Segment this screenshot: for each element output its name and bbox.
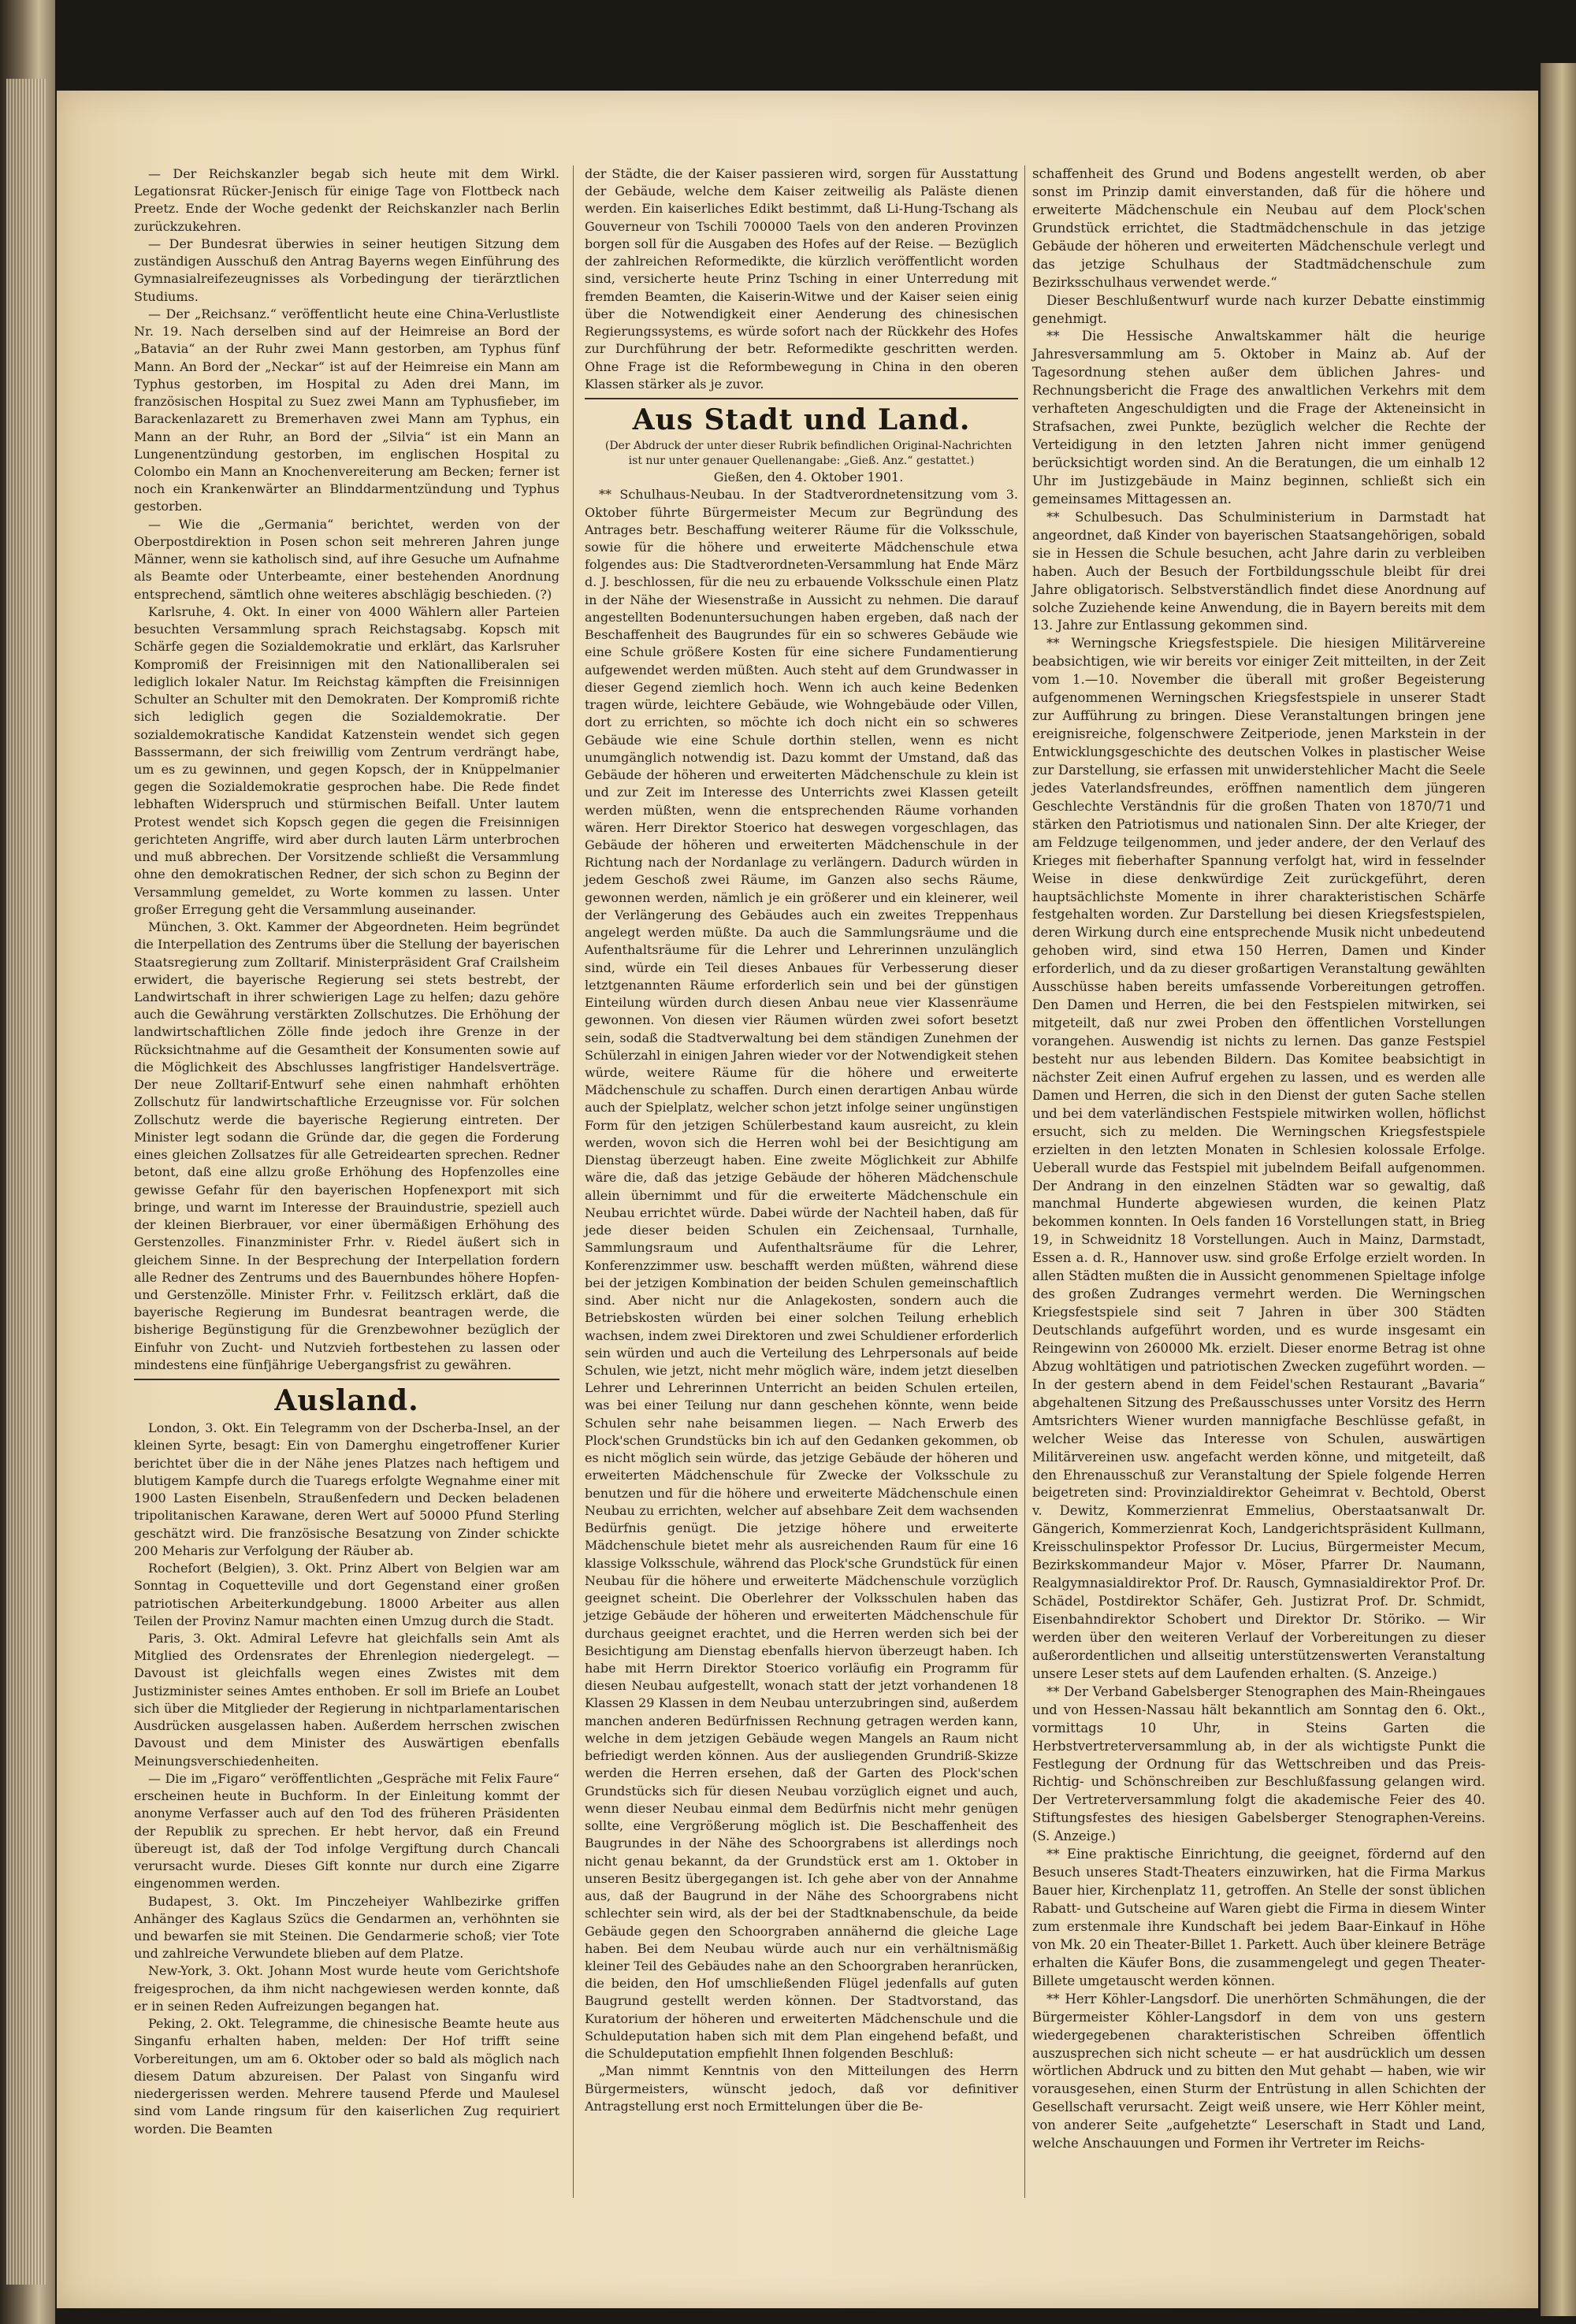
column-right — [1032, 165, 1485, 2153]
dateline: Gießen, den 4. Oktober 1901. — [713, 470, 904, 485]
section-divider — [585, 398, 1018, 399]
news-paragraph: — Die im „Figaro“ veröffentlichten „Gespräche mit Felix Faure“ erscheinen heute in Buchform. In der Einleitung kommt der anonyme Verfasser auch auf den Tod des früheren Präsidenten der Republik zu sprechen. Er hebt hervor, daß ein Freund übereugt ist, daß der Tod infolge Vergiftung durch Chancali verursacht wurde. Dieses Gift konnte nur durch eine Zigarre eingenommen werden. — [134, 1770, 559, 1891]
news-paragraph: Budapest, 3. Okt. Im Pinczeheiyer Wahlbezirke griffen Anhänger des Kaglaus Szücs die Gendarmen an, verhöhnten sie und bewarfen sie mit Steinen. Die Gendarmerie schoß; vier Tote und zahlreiche Verwundete blieben auf dem Platze. — [134, 1893, 559, 1962]
news-paragraph: — Der Bundesrat überwies in seiner heutigen Sitzung dem zuständigen Ausschuß den Antrag Bayerns wegen Einführung des Gymnasialreifezeugnisses als Vorbedingung der tierärztlichen Studiums. — [134, 236, 559, 304]
news-paragraph: ** Schulbesuch. Das Schulministerium in Darmstadt hat angeordnet, daß Kinder von bayerischen Staatsangehörigen, sobald sie in Hessen die Schule besuchen, acht Jahre darin zu verbleiben haben. Auch der Besuch der Fortbildungsschule bleibt für drei Jahre obligatorisch. Selbstverständlich findet diese Anordnung auf solche Zuziehende keine Anwendung, die in Bayern bereits mit dem 13. Jahre zur Entlassung gekommen sind. — [1032, 509, 1485, 633]
news-paragraph: — Der „Reichsanz.“ veröffentlicht heute eine China-Verlustliste Nr. 19. Nach derselben sind auf der Heimreise an Bord der „Batavia“ an der Ruhr zwei Mann gestorben, am Typhus fünf Mann. An Bord der „Neckar“ ist auf der Heimreise ein Mann am Typhus gestorben, im Hospital zu Aden drei Mann, im französischen Hospital zu Suez zwei Mann am Typhusfieber, im Barackenlazarett zu Bremerhaven zwei Mann am Typhus, ein Mann an der Ruhr, an Bord der „Silvia“ ist ein Mann an Lungenentzündung gestorben, im englischen Hospital zu Colombo ein Mann an Knochenvereiterung am Becken; ferner ist noch ein Krankenwärter an Blinddarmentzündung und Typhus gestorben. — [134, 306, 559, 514]
news-paragraph: ** Werningsche Kriegsfestspiele. Die hiesigen Militärvereine beabsichtigen, wie wir bereits vor einiger Zeit mitteilten, in der Zeit vom 1.—10. November die überall mit großer Begeisterung aufgenommenen Werningschen Kriegsfestspiele in unserer Stadt zur Aufführung zu bringen. Diese Veranstaltungen bringen jene ereignisreiche, folgenschwere Zeitperiode, jenen Markstein in der Entwicklungsgeschichte des deutschen Volkes in plastischer Weise zur Darstellung, sie erfassen mit unwiderstehlicher Macht die Seele jedes Vaterlandsfreundes, eröffnen namentlich dem jüngeren Geschlechte Verständnis für die großen Thaten von 1870/71 und stärken den Patriotismus und nationalen Sinn. Der alte Krieger, der am Feldzuge teilgenommen, und jeder andere, der den Verlauf des Krieges mit fieberhafter Spannung verfolgt hat, wird in fesselnder Weise in diese denkwürdige Zeit zurückgeführt, deren hauptsächlichste Momente in ihrer charakteristischen Schärfe festgehalten worden. Zur Darstellung bei diesen Kriegsfestspielen, deren Wirkung durch eine entsprechende Musik nicht unbedeutend gehoben wird, sind etwa 150 Herren, Damen und Kinder erforderlich, und da zu dieser großartigen Veranstaltung gewählten Ausschüsse haben bereits umfassende Vorbereitungen getroffen. Den Damen und Herren, die bei den Festspielen mitwirken, sei mitgeteilt, daß nur zwei Proben den öffentlichen Vorstellungen vorangehen. Auswendig ist nichts zu lernen. Das ganze Festspiel besteht nur aus lebenden Bildern. Das Komitee beabsichtigt in nächster Zeit einen Aufruf ergehen zu lassen, und es werden alle Damen und Herren, die sich in den Dienst der guten Sache stellen und bei dem vaterländischen Festspiele mitwirken wollen, höflichst ersucht, sich zu melden. Die Werningschen Kriegsfestspiele erzielten in den letzten Monaten in Schlesien kolossale Erfolge. Ueberall wurde das Festspiel mit jubelndem Beifall aufgenommen. Der Andrang in den einzelnen Städten war so gewaltig, daß manchmal Hunderte abgewiesen wurden, die keinen Platz bekommen konnten. In Oels fanden 16 Vorstellungen statt, in Brieg 19, in Schweidnitz 18 Vorstellungen. Auch in Mainz, Darmstadt, Essen a. d. R., Hannover usw. sind große Erfolge erzielt worden. In allen Städten mußten die in Aussicht genommenen Spieltage infolge des großen Zudranges vermehrt werden. Die Werningschen Kriegsfestspiele sind seit 7 Jahren in über 300 Städten Deutschlands aufgeführt worden, und es wurde insgesamt ein Reingewinn von 260000 Mk. erzielt. Dieser enorme Betrag ist ohne Abzug wohltätigen und patriotischen Zwecken zugeführt worden. — In der gestern abend in dem Feidel'schen Restaurant „Bavaria“ abgehaltenen Sitzung des Preßausschusses unter Vorsitz des Herrn Amtsrichters Wiener wurden mannigfache Beschlüsse gefaßt, in welcher Weise das Interesse von Schulen, auswärtigen Militärvereinen usw. angefacht werden könne, und mitgeteilt, daß den Ehrenausschuß zur Veranstaltung der Spiele folgende Herren beigetreten sind: Provinzialdirektor Geheimrat v. Bechtold, Oberst v. Dewitz, Kommerzienrat Emmelius, Oberstaatsanwalt Dr. Gängerich, Kommerzienrat Koch, Landgerichtspräsident Kullmann, Kreisschulinspektor Professor Dr. Lucius, Bürgermeister Mecum, Bezirkskommandeur Major v. Möser, Pfarrer Dr. Naumann, Realgymnasialdirektor Prof. Dr. Rausch, Gymnasialdirektor Prof. Dr. Schädel, Postdirektor Schäfer, Geh. Justizrat Prof. Dr. Schmidt, Eisenbahndirektor Schobert und Direktor Dr. Störiko. — Wir werden über den weiteren Verlauf der Vorbereitungen zu dieser außerordentlichen und allseitig unterstützenswerten Veranstaltung unsere Leser stets auf dem Laufenden erhalten. (S. Anzeige.) — [1032, 636, 1485, 1681]
section-heading-ausland: Ausland. — [274, 1384, 419, 1418]
next-page-edge — [1541, 63, 1576, 2316]
news-paragraph: ** Eine praktische Einrichtung, die geeignet, fördernd auf den Besuch unseres Stadt-Theaters einzuwirken, hat die Firma Markus Bauer hier, Kirchenplatz 11, getroffen. An Stelle der sonst üblichen Rabatt- und Gutscheine auf Waren giebt die Firma in diesem Winter zum erstenmale ihre Kundschaft bei jedem Baar-Einkauf in Höhe von Mk. 20 ein Theater-Billet 1. Parkett. Auch über kleinere Beträge erhalten die Käufer Bons, die zusammengelegt und gegen Theater-Billete umgetauscht werden können. — [1032, 1847, 1485, 1988]
news-paragraph: Rochefort (Belgien), 3. Okt. Prinz Albert von Belgien war am Sonntag in Coquetteville und dort Gegenstand einer großen patriotischen Arbeiterkundgebung. 18000 Arbeiter aus allen Teilen der Provinz Namur machten einen Umzug durch die Stadt. — [134, 1561, 559, 1628]
reprint-notice: (Der Abdruck der unter dieser Rubrik befindlichen Original-Nachrichten ist nur unter genauer Quellenangabe: „Gieß. Anz.“ gestattet.) — [604, 440, 1013, 468]
news-paragraph: — Der Reichskanzler begab sich heute mit dem Wirkl. Legationsrat Rücker-Jenisch für einige Tage von Flottbeck nach Preetz. Ende der Woche gedenkt der Reichskanzler nach Berlin zurückzukehren. — [134, 166, 559, 234]
section-heading-stadt-und-land: Aus Stadt und Land. — [632, 403, 971, 437]
column-divider — [1024, 165, 1025, 2198]
column-middle — [585, 165, 1018, 2115]
news-paragraph: ** Herr Köhler-Langsdorf. Die unerhörten Schmähungen, die der Bürgermeister Köhler-Langsdorf in dem von uns gestern wiedergegebenen charakteristischen Schreiben öffentlich auszusprechen sich nicht scheute — er hat ausdrücklich um dessen wörtlichen Abdruck und zu bitten den Mut gehabt — haben, wie wir vorausgesehen, einen Sturm der Entrüstung in allen Schichten der Gesellschaft verursacht. Zeigt weiß unsere, wie Herr Köhler meint, von anderer Seite „aufgehetzte“ Leserschaft in Stadt und Land, welche Anschauungen und Formen ihr Vertreter im Reichs- — [1032, 1991, 1485, 2151]
section-divider — [134, 1379, 559, 1380]
news-paragraph: schaffenheit des Grund und Bodens angestellt werden, ob aber sonst im Prinzip damit einverstanden, daß für die höhere und erweiterte Mädchenschule ein Neubau auf dem Plock'schen Grundstück errichtet, die Stadtmädchenschule in das jetzige Gebäude der höheren und erweiterten Mädchenschule verlegt und das jetzige Schulhaus der Stadtmädchenschule zum Bezirksschulhaus verwendet werde.“ — [1032, 166, 1485, 290]
news-paragraph: ** Der Verband Gabelsberger Stenographen des Main-Rheingaues und von Hessen-Nassau hält bekanntlich am Sonntag den 6. Okt., vormittags 10 Uhr, in Steins Garten die Herbstvertreterversammlung ab, in der als wichtigste Punkt die Festlegung der Ordnung für das Wettschreiben und das Preis-Richtig- und Schönschreiben zur Beschlußfassung gelangen wird. Der Vertreterversammlung folgt die akademische Feier des 40. Stiftungsfestes des hiesigen Gabelsberger Stenographen-Vereins. (S. Anzeige.) — [1032, 1684, 1485, 1844]
column-divider — [573, 165, 574, 2198]
news-paragraph: ** Die Hessische Anwaltskammer hält die heurige Jahresversammlung am 5. Oktober in Mainz ab. Auf der Tagesordnung stehen außer dem üblichen Jahres- und Rechnungsbericht die Frage des anwaltlichen Verkehrs mit dem verhafteten Angeschuldigten und die Frage der Akteneinsicht in Strafsachen, zwei Punkte, bezüglich welcher die Rechte der Verteidigung in den letzten Jahren nicht immer genügend berücksichtigt worden sind. An die Beratungen, die um einhalb 12 Uhr im Justizgebäude in Mainz beginnen, schließt sich ein gemeinsames Mittagessen an. — [1032, 329, 1485, 507]
news-paragraph: ** Schulhaus-Neubau. In der Stadtverordnetensitzung vom 3. Oktober führte Bürgermeister Mecum zur Begründung des Antrages betr. Beschaffung weiterer Räume für die Volksschule, sowie für die höhere und erweiterte Mädchenschule etwa folgendes aus: Die Stadtverordneten-Versammlung hat Ende März d. J. beschlossen, für die neu zu erbauende Volksschule einen Platz in der Nähe der Wiesenstraße in Aussicht zu nehmen. Die darauf angestellten Bodenuntersuchungen haben ergeben, daß nach der Beschaffenheit des Baugrundes für ein so schweres Gebäude wie eine Schule größere Kosten für eine sichere Fundamentierung aufgewendet werden müßten. Auch steht auf dem Grundwasser in dieser Gegend ziemlich hoch. Wenn ich auch keine Bedenken tragen würde, leichtere Gebäude, wie Wohngebäude oder Villen, dort zu errichten, so möchte ich doch nicht ein so schweres Gebäude wie eine Schule dorthin stellen, wenn es nicht unumgänglich notwendig ist. Dazu kommt der Umstand, daß das Gebäude der höheren und erweiterten Mädchenschule zu klein ist und zur Zeit im Interesse des Unterrichts zwei Klassen geteilt werden müßten, wenn die entsprechenden Räume vorhanden wären. Herr Direktor Stoerico hat deswegen vorgeschlagen, das Gebäude der höheren und erweiterten Mädchenschule in der Richtung nach der Nordanlage zu verlängern. Dadurch würden in jedem Geschoß zwei Räume, im Ganzen also sechs Räume, gewonnen werden, nämlich je ein größerer und ein kleinerer, weil der Verlängerung des Gebäudes auch ein zweites Treppenhaus angelegt werden müßte. Da auch die Sammlungsräume und die Aufenthaltsräume für die Lehrer und Lehrerinnen unzulänglich sind, würde ein Teil dieses Anbaues für Verbesserung dieser letztgenannten Räume erforderlich sein und bei der günstigen Einteilung würden durch diesen Anbau neue vier Klassenräume gewonnen. Von diesen vier Räumen würden zwei sofort besetzt sein, sodaß die Stadtverwaltung bei dem ständigen Zunehmen der Schülerzahl in einigen Jahren wieder vor der Notwendigkeit stehen würde, weitere Räume für die höhere und erweiterte Mädchenschule zu schaffen. Durch einen derartigen Anbau würde auch der Spielplatz, welcher schon jetzt infolge seiner ungünstigen Form für den jetzigen Schülerbestand kaum ausreicht, zu klein werden, wovon sich die Herren wohl bei der Besichtigung am Dienstag überzeugt haben. Eine zweite Möglichkeit zur Abhilfe wäre die, daß das jetzige Gebäude der höheren Mädchenschule allein übernimmt und für die erweiterte Mädchenschule ein Neubau errichtet würde. Dabei würde der Nachteil haben, daß für jede dieser beiden Schulen ein Zeichensaal, Turnhalle, Sammlungsraum und Aufenthaltsräume für die Lehrer, Konferenzzimmer usw. beschafft werden müßten, während diese bei der jetzigen Kombination der beiden Schulen gemeinschaftlich sind. Aber nicht nur die Anlagekosten, sondern auch die Betriebskosten würden bei einer solchen Teilung erheblich wachsen, indem zwei Direktoren und zwei Schuldiener erforderlich sein würden und auch die Verteilung des Lehrpersonals auf beide Schulen, wie jetzt, nicht mehr möglich wäre, indem jetzt dieselben Lehrer und Lehrerinnen Unterricht an beiden Schulen erteilen, was bei einer Teilung nur dann geschehen könnte, wenn beide Schulen sehr nahe beisammen liegen. — Nach Erwerb des Plock'schen Grundstücks bin ich auf den Gedanken gekommen, ob es nicht möglich sein würde, das jetzige Gebäude der höheren und erweiterten Mädchenschule für Zwecke der Volksschule zu benutzen und für die höhere und erweiterte Mädchenschule einen Neubau zu errichten, welcher auf absehbare Zeit dem wachsenden Bedürfnis genügt. Die jetzige höhere und erweiterte Mädchenschule bietet mehr als ausreichenden Raum für eine 16 klassige Volksschule, während das Plock'sche Grundstück für einen Neubau für die höhere und erweiterte Mädchenschule vorzüglich geeignet scheint. Die Oberlehrer der Volksschulen haben das jetzige Gebäude der höheren und erweiterten Mädchenschule für durchaus geeignet erachtet, und die Herren werden sich bei der Besichtigung am Dienstag ebenfalls hiervon überzeugt haben. Ich habe mit Herrn Direktor Stoerico vorläufig ein Programm für diesen Neubau aufgestellt, wonach statt der jetzt vorhandenen 18 Klassen 29 Klassen in dem Neubau unterzubringen sind, außerdem manchen anderen Bedürfnissen Rechnung getragen werden kann, welche in dem jetzigen Gebäude wegen Mangels an Raum nicht befriedigt werden können. Aus der ausliegenden Grundriß-Skizze werden die Herren ersehen, daß der Garten des Plock'schen Grundstücks sich für diesen Neubau vorzüglich eignet und auch, wenn dieser Neubau einmal dem Bedürfnis nicht mehr genügen sollte, eine Vergrößerung möglich ist. Die Beschaffenheit des Baugrundes in der Nähe des Schoorgrabens ist allerdings noch nicht genau bekannt, da der Grundstück erst am 1. Oktober in unseren Besitz übergegangen ist. Ich gehe aber von der Annahme aus, daß der Baugrund in der Nähe des Schoorgrabens nicht schlechter sein wird, als der bei der Stadtknabenschule, da beide Gebäude gegen den Schoorgraben annähernd die gleiche Lage haben. Bei dem Neubau würde auch nur ein verhältnismäßig kleiner Teil des Gebäudes nahe an den Schoorgraben heranrücken, die beiden, den Hof umschließenden Flügel jedenfalls auf guten Baugrund gestellt werden können. Der Stadtvorstand, das Kuratorium der höheren und erweiterten Mädchenschule und die Schuldeputation haben sich mit dem Plan eingehend befaßt, und die Schuldeputation empfiehlt Ihnen folgenden Beschluß: — [585, 487, 1018, 2062]
news-paragraph: der Städte, die der Kaiser passieren wird, sorgen für Ausstattung der Gebäude, welche dem Kaiser zeitweilig als Paläste dienen werden. Ein kaiserliches Edikt bestimmt, daß Li-Hung-Tschang als Gouverneur von Tschili 700000 Taels von den anderen Provinzen borgen soll für die Ausgaben des Hofes auf der Reise. — Bezüglich der zahlreichen Reformedikte, die kürzlich veröffentlicht worden sind, versicherte heute Prinz Tsching in einer Unterredung mit fremden Beamten, die Kaiserin-Witwe und der Kaiser seien einig über die Notwendigkeit einer Aenderung des chinesischen Regierungssystems, es würde sofort nach der Rückkehr des Hofes zur Durchführung der betr. Reformedikte geschritten werden. Ohne Frage ist die Reformbewegung in China in den oberen Klassen stärker als je zuvor. — [585, 166, 1018, 392]
news-paragraph: „Man nimmt Kenntnis von den Mitteilungen des Herrn Bürgermeisters, wünscht jedoch, daß vor definitiver Antragstellung erst noch Ermittelungen über die Be- — [585, 2063, 1018, 2114]
page-stack-edge — [6, 79, 46, 2285]
news-brief-list — [134, 165, 559, 1374]
column-left — [134, 165, 559, 2138]
ausland-news — [134, 1420, 559, 2138]
news-paragraph: Peking, 2. Okt. Telegramme, die chinesische Beamte heute aus Singanfu erhalten haben, melden: Der Hof trifft seine Vorbereitungen, um am 6. Oktober oder so bald als möglich nach diesem Datum abzureisen. Der Palast von Singanfu wird niedergerissen werden. Mehrere tausend Pferde und Maulesel sind vom Lande ringsum für den kaiserlichen Zug requiriert worden. Die Beamten — [134, 2016, 559, 2137]
news-paragraph: Paris, 3. Okt. Admiral Lefevre hat gleichfalls sein Amt als Mitglied des Ordensrates der Ehrenlegion niedergelegt. — Davoust ist gleichfalls wegen eines Zwistes mit dem Justizminister seines Amtes enthoben. Er soll im Briefe an Loubet sich über die Mitglieder der Regierung in nichtparlamentarischen Ausdrücken ausgelassen haben. Außerdem herrschen zwischen Davoust und dem Minister des Auswärtigen ebenfalls Meinungsverschiedenheiten. — [134, 1630, 559, 1769]
news-paragraph: Karlsruhe, 4. Okt. In einer von 4000 Wählern aller Parteien besuchten Versammlung sprach Reichstagsabg. Kopsch mit Schärfe gegen die Sozialdemokratie und erklärt, das Karlsruher Kompromiß der Freisinnigen mit den Nationalliberalen sei lediglich lokaler Natur. Im Reichstag kämpften die Freisinnigen Schulter an Schulter mit den Demokraten. Der Kompromiß richte sich lediglich gegen die Sozialdemokratie. Der sozialdemokratische Kandidat Katzenstein wendet sich gegen Basssermann, der sich freiwillig vom Zentrum verdrängt habe, um es zu gewinnen, und gegen Kopsch, der in Knüppelmanier gegen die Sozialdemokratie gesprochen habe. Die Rede findet lebhaften Widerspruch und stürmischen Beifall. Unter lautem Protest wendet sich Kopsch gegen die gegen die Freisinnigen gerichteten Angriffe, wird aber durch lauten Lärm unterbrochen und muß abbrechen. Der Vorsitzende schließt die Versammlung ohne den demokratischen Redner, der sich schon zu Beginn der Versammlung gemeldet, zu Worte kommen zu lassen. Unter großer Erregung geht die Versammlung auseinander. — [134, 603, 559, 917]
news-paragraph: Dieser Beschlußentwurf wurde nach kurzer Debatte einstimmig genehmigt. — [1032, 292, 1485, 326]
news-paragraph: New-York, 3. Okt. Johann Most wurde heute vom Gerichtshofe freigesprochen, da ihm nicht nachgewiesen werden konnte, daß er in seinen Reden Aufreizungen begangen hat. — [134, 1963, 559, 2014]
news-paragraph: — Wie die „Germania“ berichtet, werden von der Oberpostdirektion in Posen schon seit mehreren Jahren junge Männer, wenn sie katholisch sind, auf ihre Gesuche um Aufnahme als Beamte oder Unterbeamte, einer bestehenden Anordnung entsprechend, sämtlich ohne weiteres abschlägig beschieden. (?) — [134, 516, 559, 602]
news-paragraph: München, 3. Okt. Kammer der Abgeordneten. Heim begründet die Interpellation des Zentrums über die Stellung der bayerischen Staatsregierung zum Zolltarif. Ministerpräsident Graf Crailsheim erwidert, die bayerische Regierung sei stets bestrebt, der Landwirtschaft in ihrer schwierigen Lage zu helfen; dazu gehöre auch die Gewährung verstärkten Zollschutzes. Die Erhöhung der landwirtschaftlichen Zölle finde jedoch ihre Grenze in der Rücksichtnahme auf die Gesamtheit der Konsumenten sowie auf die Möglichkeit des Abschlusses langfristiger Handelsverträge. Der neue Zolltarif-Entwurf sehe einen nahmhaft erhöhten Zollschutz für landwirtschaftliche Erzeugnisse vor. Für solchen Zollschutz werde die bayerische Regierung eintreten. Der Minister legt sodann die Gründe dar, die gegen die Forderung eines gleichen Zollsatzes für alle Getreidearten sprechen. Redner betont, daß eine allzu große Erhöhung des Hopfenzolles eine gewisse Gefahr für den bayerischen Hopfenexport mit sich bringe, und warnt im Interesse der Brauindustrie, speziell auch der kleinen Bierbrauer, vor einer übermäßigen Erhöhung des Gerstenzolles. Finanzminister Frhr. v. Riedel äußert sich in gleichem Sinne. In der Besprechung der Interpellation fordern alle Redner des Zentrums und des Bauernbundes höhere Hopfen- und Gerstenzölle. Minister Frhr. v. Feilitzsch erklärt, daß die bayerische Regierung im Bundesrat beantragen werde, die bisherige Begünstigung für die Grenzbewohner bezüglich der Einfuhr von Zucht- und Nutzvieh fortbestehen zu lassen oder mindestens eine fünfjährige Uebergangsfrist zu gewähren. — [134, 919, 559, 1372]
news-paragraph: London, 3. Okt. Ein Telegramm von der Dscherba-Insel, an der kleinen Syrte, besagt: Ein von Damerghu eingetroffener Kurier berichtet über die in der Nähe jenes Platzes nach heftigem und blutigem Kampfe durch die Tuaregs erfolgte Wegnahme einer mit 1900 Lasten Eisenbeln, Straußenfedern und Decken beladenen tripolitanischen Karawane, deren Wert auf 50000 Pfund Sterling geschätzt wird. Die französische Besatzung von Zinder schickte 200 Meharis zur Verfolgung der Räuber ab. — [134, 1420, 559, 1558]
